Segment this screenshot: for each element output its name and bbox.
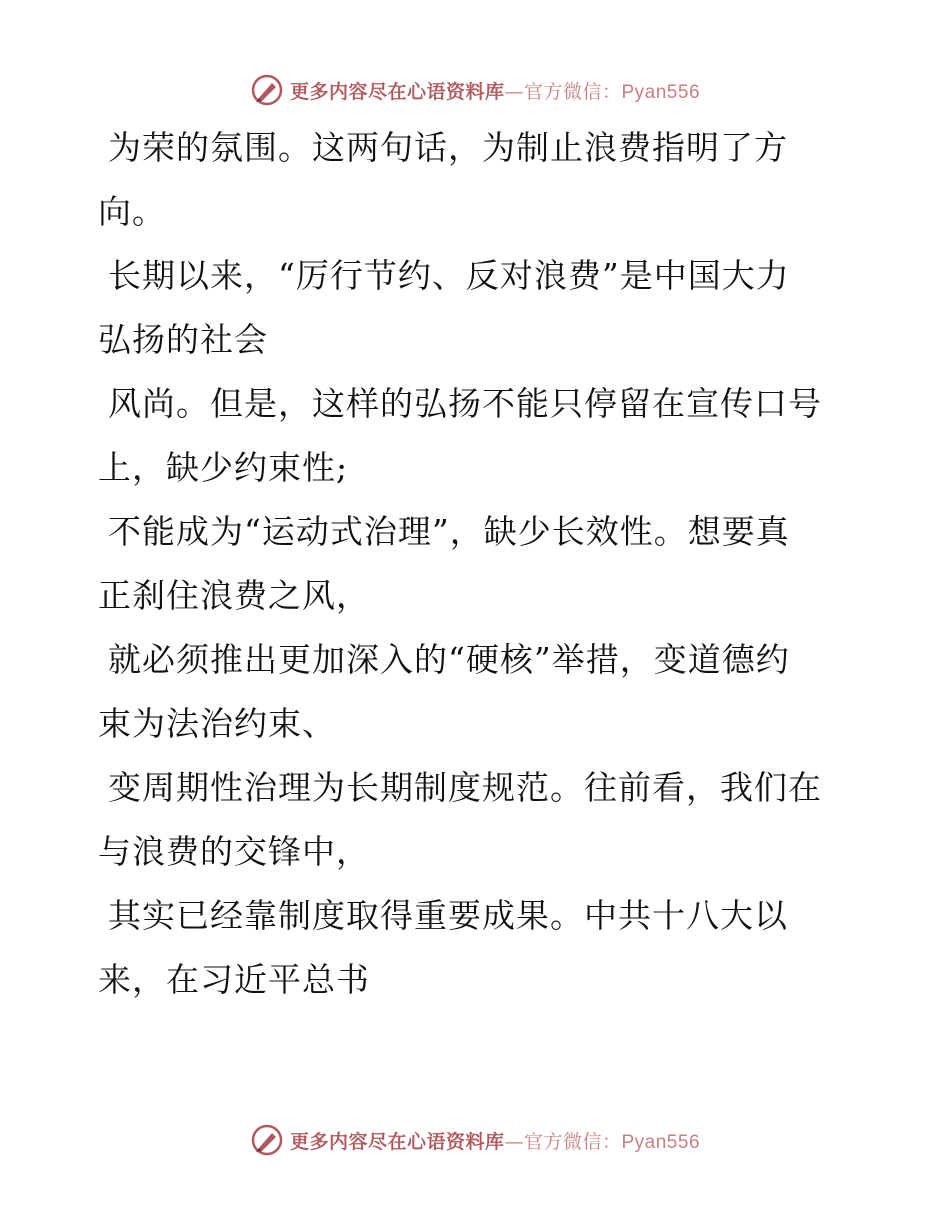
- text-line: 上，缺少约束性;: [98, 448, 349, 487]
- header-brand: 更多内容尽在心语资料库: [289, 80, 505, 103]
- pen-logo-icon: [250, 1123, 284, 1157]
- footer-text: [290, 1127, 700, 1154]
- text-line: 就必须推出更加深入的“硬核”举措，变道德约: [108, 640, 790, 679]
- text-line: 来，在习近平总书: [98, 960, 370, 999]
- text-line: 长期以来，“厉行节约、反对浪费”是中国大力: [108, 256, 790, 295]
- footer-wechat-id: Pyan556: [621, 1131, 701, 1153]
- text-line: 与浪费的交锋中，: [98, 832, 370, 871]
- text-line: 束为法治约束、: [98, 704, 336, 743]
- text-line: 弘扬的社会: [98, 320, 268, 359]
- header-wechat-id: Pyan556: [621, 81, 701, 103]
- footer-contact: 官方微信：: [523, 1130, 622, 1153]
- text-line: 风尚。但是，这样的弘扬不能只停留在宣传口号: [108, 384, 822, 423]
- text-line: 向。: [98, 192, 166, 231]
- pen-logo-icon: [250, 73, 284, 107]
- header-banner: [0, 68, 950, 112]
- footer-dash: —: [504, 1130, 524, 1153]
- text-line: 为荣的氛围。这两句话，为制止浪费指明了方: [108, 128, 788, 167]
- document-body: [98, 116, 838, 1012]
- header-text: [290, 77, 700, 104]
- text-line: 正刹住浪费之风，: [98, 576, 370, 615]
- header-contact: 官方微信：: [523, 80, 622, 103]
- text-line: 其实已经靠制度取得重要成果。中共十八大以: [108, 896, 788, 935]
- footer-brand: 更多内容尽在心语资料库: [289, 1130, 505, 1153]
- header-dash: —: [504, 80, 524, 103]
- footer-banner: [0, 1118, 950, 1162]
- text-line: 不能成为“运动式治理”，缺少长效性。想要真: [108, 512, 790, 551]
- text-line: 变周期性治理为长期制度规范。往前看，我们在: [108, 768, 822, 807]
